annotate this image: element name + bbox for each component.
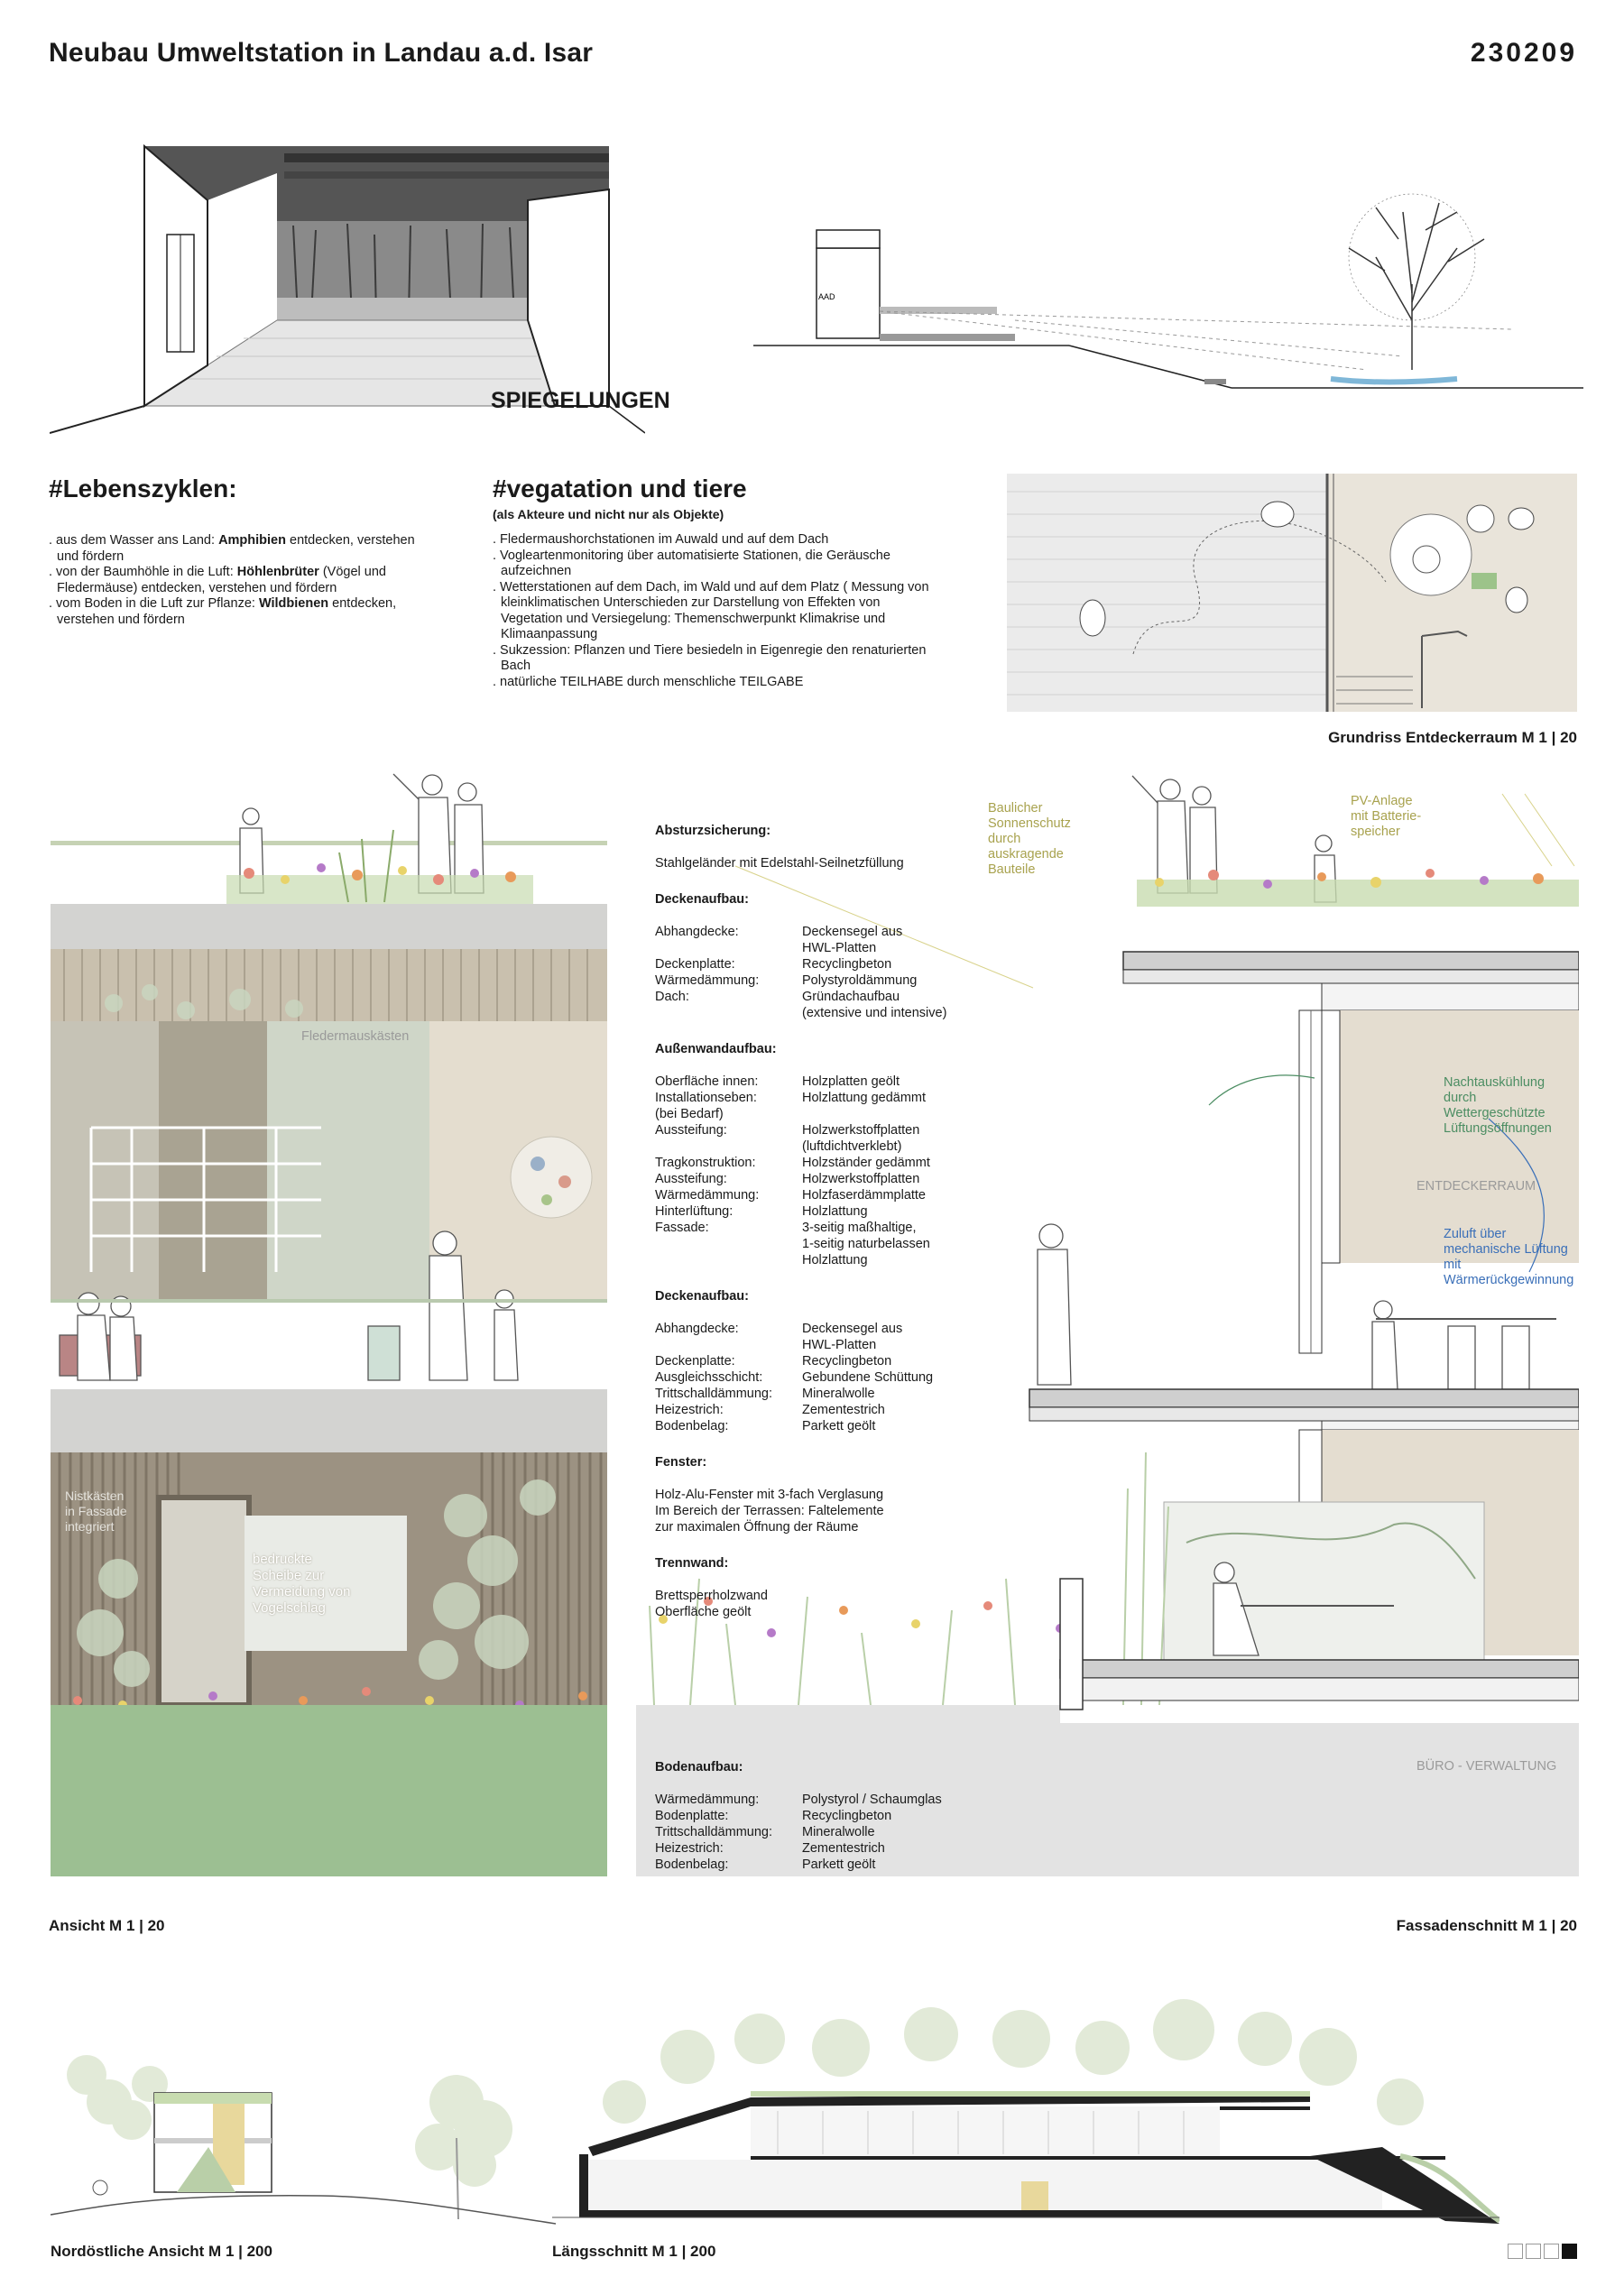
vegetation-subheading: (als Akteure und nicht nur als Objekte) — [493, 507, 724, 521]
nest-box-label: Nistkästen in Fassade integriert — [65, 1489, 127, 1534]
wand-table: Oberfläche innen: Holzplatten geölt Installationseben: Holzlattung gedämmt (bei Bedarf) Aussteifung: Holzwerkstoffplatten (luftdichtverklebt) Tragkonstruktion: Holzständer gedämmt Aussteifung: Holzwerkstoffplatten Wärmedämmung: Holzfaserdämmplatte Hinterlüftung: Holzlattung Fassade: 3-seitig maßhaltige, 1-seitig naturbelassen Holzlattung — [655, 1074, 930, 1267]
decke2-table: Abhangdecke: Deckensegel aus HWL-Platten Deckenplatte: Recyclingbeton Ausgleichsschicht: Gebundene Schüttung Trittschalldämmung: Mineralwolle Heizestrich: Zementestrich Bodenbelag: Parkett geölt — [655, 1322, 934, 1433]
decke1-heading: Deckenaufbau: — [655, 892, 749, 907]
supply-air-label: Zuluft über mechanische Lüftung mit Wärmerückgewinnung — [1444, 1227, 1574, 1287]
list-item: . von der Baumhöhle in die Luft: Höhlenbrüter (Vögel und Fledermäuse) entdecken, verstehen und fördern — [49, 565, 386, 595]
lebenszyklen-heading: #Lebenszyklen: — [49, 475, 237, 502]
floor-plan-drawing — [1007, 474, 1577, 712]
list-item: . Sukzession: Pflanzen und Tiere besiedeln in Eigenregie den renaturierten Bach — [493, 642, 927, 673]
nordost-caption: Nordöstliche Ansicht M 1 | 200 — [51, 2243, 272, 2260]
sun-shade-label: Baulicher Sonnenschutz durch auskragende Bauteile — [988, 801, 1071, 877]
entdeckerraum — [1322, 1010, 1579, 1263]
night-cooling-label: Nachtauskühlung durch Wettergeschützte Lüftungsöffnungen — [1444, 1075, 1552, 1136]
decke2-heading: Deckenaufbau: — [655, 1289, 749, 1304]
list-item: . natürliche TEILHABE durch menschliche TEILGABE — [493, 674, 804, 689]
fenster-line: zur maximalen Öffnung der Räume — [655, 1520, 859, 1535]
list-item: . Fledermaushorchstationen im Auwald und auf dem Dach — [493, 532, 829, 547]
fassadenschnitt-caption: Fassadenschnitt M 1 | 20 — [1396, 1917, 1577, 1934]
site-section-sketch — [753, 185, 1583, 401]
list-item: . aus dem Wasser ans Land: Amphibien entdecken, verstehen und fördern — [49, 533, 415, 564]
bat-box-label: Fledermauskästen — [301, 1029, 410, 1044]
boden-table: Wärmedämmung: Polystyrol / Schaumglas Bodenplatte: Recyclingbeton Trittschalldämmung: Mineralwolle Heizestrich: Zementestrich Bodenbelag: Parkett geölt — [655, 1793, 942, 1872]
laengsschnitt-caption: Längsschnitt M 1 | 200 — [552, 2243, 716, 2260]
section-mark: AAD — [818, 292, 835, 301]
boden-heading: Bodenaufbau: — [655, 1760, 743, 1774]
absturz-text: Stahlgeländer mit Edelstahl-Seilnetzfüllung — [655, 856, 904, 871]
list-item: . Wetterstationen auf dem Dach, im Wald und auf dem Platz ( Messung von kleinklimatischen Unterschieden zur Darstellung von Effekten von Vegetation und Versiegelung: Themenschwerpunkt Klimakrise und Klimaanpassung — [493, 579, 929, 641]
buero-label: BÜRO - VERWALTUNG — [1416, 1759, 1557, 1774]
absturz-heading: Absturzsicherung: — [655, 824, 771, 838]
lebenszyklen-list — [49, 533, 428, 628]
wand-heading: Außenwandaufbau: — [655, 1042, 777, 1056]
fenster-line: Holz-Alu-Fenster mit 3-fach Verglasung — [655, 1488, 884, 1502]
tree-sketch — [1349, 203, 1484, 370]
boden-specs — [655, 1759, 980, 1873]
list-item: . Vogleartenmonitoring über automatisierte Stationen, die Geräusche aufzeichnen — [493, 548, 890, 578]
page-indicator — [1505, 2244, 1577, 2263]
list-item: . vom Boden in die Luft zur Pflanze: Wildbienen entdecken, verstehen und fördern — [49, 596, 397, 627]
sketch-caption: SPIEGELUNGEN — [491, 388, 670, 413]
trennwand-line: Oberfläche geölt — [655, 1605, 752, 1619]
fenster-heading: Fenster: — [655, 1455, 707, 1470]
construction-specs — [655, 823, 980, 1620]
elevation-drawing — [51, 767, 607, 1876]
entdeckerraum-label: ENTDECKERRAUM — [1416, 1179, 1536, 1194]
decke1-table: Abhangdecke: Deckensegel aus HWL-Platten Deckenplatte: Recyclingbeton Wärmedämmung: Polystyroldämmung Dach: Gründachaufbau (extensive und intensive) — [655, 925, 947, 1020]
page-box-2 — [1526, 2244, 1541, 2259]
vegetation-list — [493, 532, 944, 690]
vegetation-heading: #vegatation und tiere — [493, 475, 747, 502]
wall-map — [1164, 1502, 1484, 1664]
ansicht-caption: Ansicht M 1 | 20 — [49, 1917, 165, 1934]
page-title: Neubau Umweltstation in Landau a.d. Isar — [49, 38, 594, 68]
grundriss-caption: Grundriss Entdeckerraum M 1 | 20 — [1328, 729, 1577, 746]
ground-green — [51, 1705, 607, 1876]
trennwand-heading: Trennwand: — [655, 1556, 729, 1571]
page-box-3 — [1544, 2244, 1559, 2259]
trennwand-line: Brettsperrholzwand — [655, 1589, 768, 1603]
pv-label: PV-Anlage mit Batterie- speicher — [1351, 794, 1422, 839]
fenster-line: Im Bereich der Terrassen: Faltelemente — [655, 1504, 884, 1518]
longitudinal-section — [552, 1985, 1499, 2228]
page-box-4-active — [1562, 2244, 1577, 2259]
project-code: 230209 — [1470, 38, 1577, 68]
page-box-1 — [1508, 2244, 1523, 2259]
bird-glass-label: bedruckte Scheibe zur Vermeidung von Vogelschlag — [253, 1552, 351, 1616]
northeast-elevation — [51, 2003, 556, 2228]
